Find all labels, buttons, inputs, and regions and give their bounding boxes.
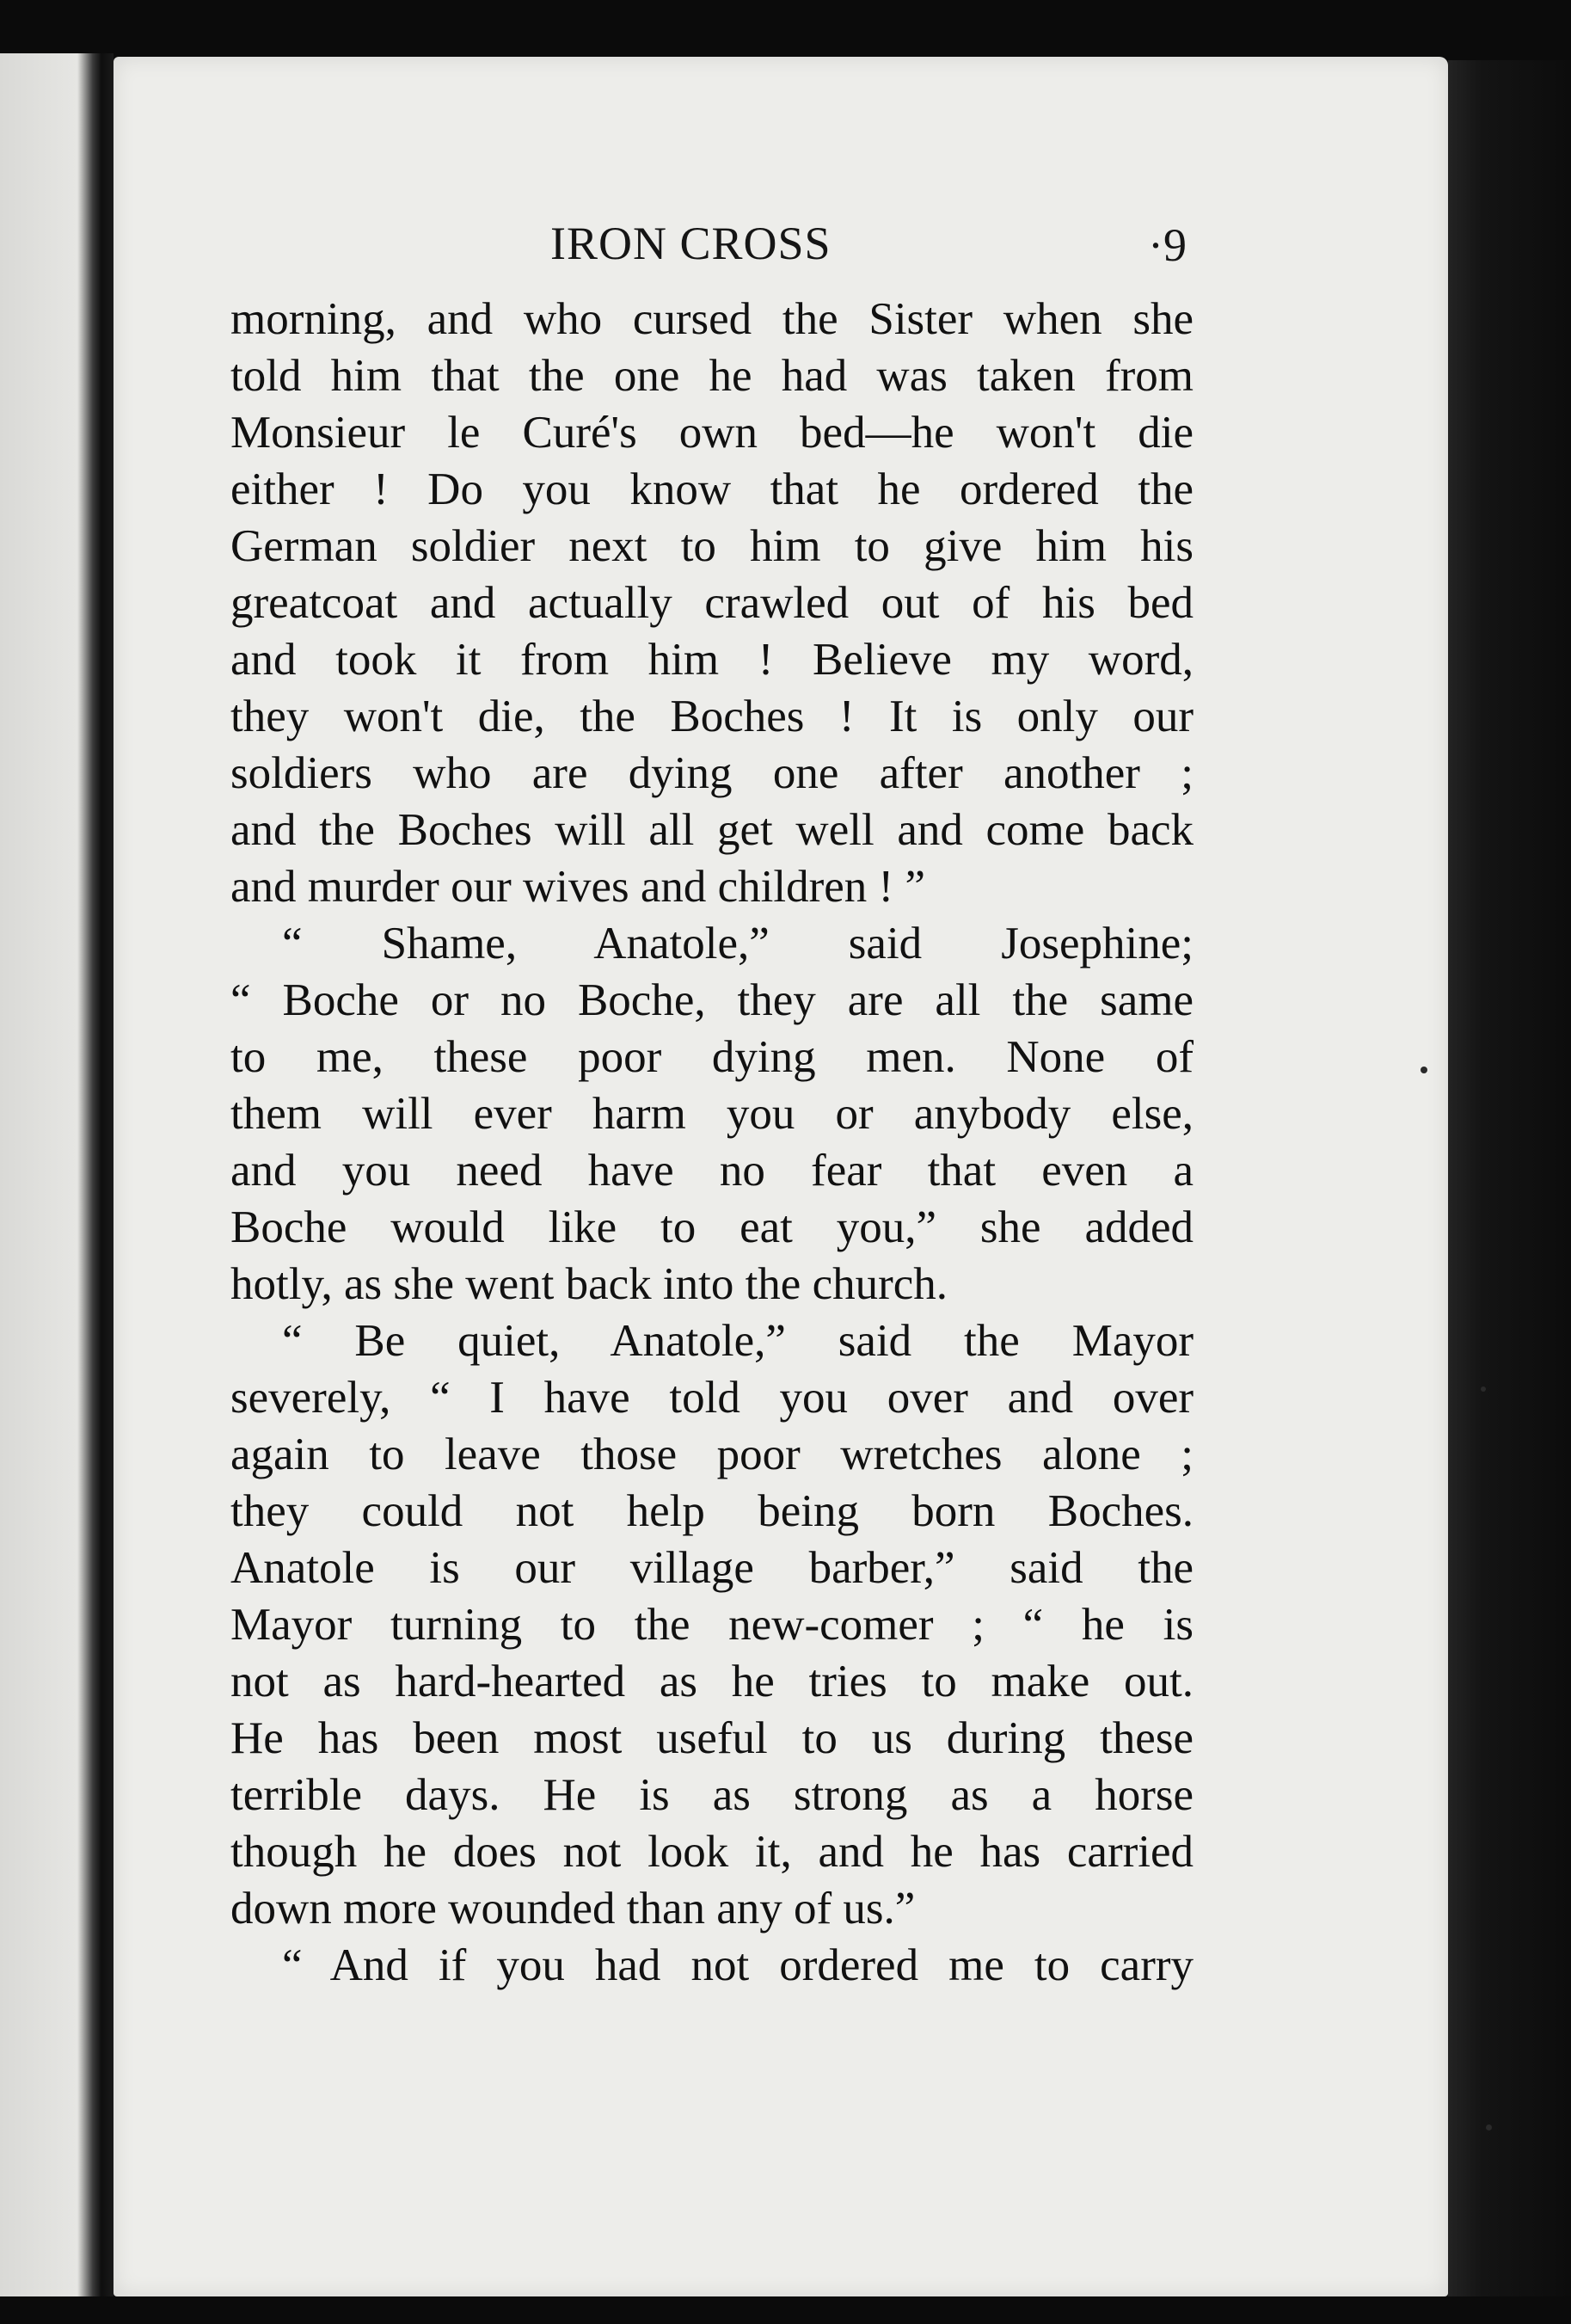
text-line: not as hard-hearted as he tries to make out. — [230, 1657, 1194, 1706]
text-line: terrible days. He is as strong as a horse — [230, 1770, 1194, 1820]
text-line: “ Shame, Anatole,” said Josephine; — [282, 919, 1194, 968]
text-line: and the Boches will all get well and come back — [230, 805, 1194, 855]
text-line: “ Boche or no Boche, they are all the same — [230, 975, 1194, 1025]
text-line: greatcoat and actually crawled out of his bed — [230, 578, 1194, 628]
text-line: Monsieur le Curé's own bed—he won't die — [230, 408, 1194, 458]
text-line: “ Be quiet, Anatole,” said the Mayor — [282, 1316, 1194, 1366]
text-line: Anatole is our village barber,” said the — [230, 1543, 1194, 1593]
running-head-title: IRON CROSS — [550, 218, 832, 269]
body-text — [230, 291, 1194, 1994]
text-line: to me, these poor dying men. None of — [230, 1032, 1194, 1082]
scan-speck — [1486, 2124, 1492, 2130]
text-line: hotly, as she went back into the church. — [230, 1259, 948, 1309]
book-fore-edge — [1448, 60, 1571, 2296]
text-line: again to leave those poor wretches alone ; — [230, 1429, 1194, 1479]
text-line: they won't die, the Boches ! It is only our — [230, 692, 1194, 741]
text-line: down more wounded than any of us.” — [230, 1884, 916, 1934]
text-line: morning, and who cursed the Sister when she — [230, 294, 1194, 344]
text-line: them will ever harm you or anybody else, — [230, 1089, 1194, 1139]
scan-speck — [1481, 1386, 1486, 1392]
text-line: and murder our wives and children ! ” — [230, 862, 925, 912]
text-line: and you need have no fear that even a — [230, 1146, 1194, 1196]
text-line: told him that the one he had was taken from — [230, 351, 1194, 401]
text-line: they could not help being born Boches. — [230, 1486, 1194, 1536]
text-line: Boche would like to eat you,” she added — [230, 1202, 1194, 1252]
text-line: either ! Do you know that he ordered the — [230, 464, 1194, 514]
text-line: and took it from him ! Believe my word, — [230, 635, 1194, 685]
facing-page-edge — [0, 53, 114, 2296]
scan-speck — [1421, 1067, 1427, 1073]
text-line: “ And if you had not ordered me to carry — [282, 1940, 1194, 1990]
text-line: German soldier next to him to give him his — [230, 521, 1194, 571]
page-number: ·9 — [1148, 219, 1187, 271]
text-line: though he does not look it, and he has carried — [230, 1827, 1194, 1877]
text-line: Mayor turning to the new-comer ; “ he is — [230, 1600, 1194, 1650]
text-line: He has been most useful to us during these — [230, 1713, 1194, 1763]
text-line: soldiers who are dying one after another ; — [230, 748, 1194, 798]
text-line: severely, “ I have told you over and over — [230, 1373, 1194, 1423]
running-head — [550, 217, 1187, 286]
